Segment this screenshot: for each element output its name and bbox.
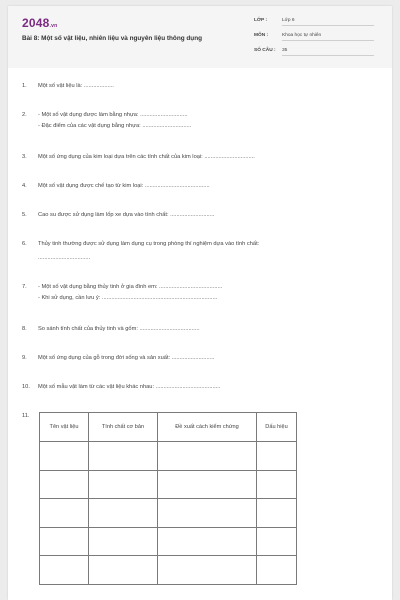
meta-count-label: SỐ CÂU : xyxy=(254,48,276,53)
column-header: Tính chất cơ bản xyxy=(89,413,158,442)
table-cell[interactable] xyxy=(40,499,89,528)
question-text: Cao su được sử dụng làm lốp xe dựa vào tính chất: ............................ xyxy=(38,212,215,218)
question-number: 3. xyxy=(22,154,27,160)
question-number: 8. xyxy=(22,326,27,332)
table-row xyxy=(40,470,297,499)
table-cell[interactable] xyxy=(89,470,158,499)
question-text: Một số ứng dụng của kim loại dựa trên các tính chất của kim loại: ................................ xyxy=(38,154,255,160)
table-cell[interactable] xyxy=(257,499,297,528)
table-cell[interactable] xyxy=(40,527,89,556)
logo-text: 2048 xyxy=(22,16,50,30)
table-cell[interactable] xyxy=(40,442,89,471)
question-text: - Khi sử dụng, cần lưu ý: ......................................................................... xyxy=(38,295,218,301)
question-text: Một số vật liệu là: ................... xyxy=(38,83,114,89)
table-row xyxy=(40,499,297,528)
question-text: Một số vật dụng được chế tạo từ kim loại: ......................................... xyxy=(38,183,210,189)
question-text: Một số ứng dụng của gỗ trong đời sống và sản xuất: ........................... xyxy=(38,355,215,361)
worksheet-page xyxy=(8,6,392,600)
column-header: Dấu hiệu xyxy=(257,413,297,442)
meta-subject xyxy=(254,33,374,41)
question-number: 6. xyxy=(22,241,27,247)
column-header: Tên vật liệu xyxy=(40,413,89,442)
meta-class-value: Lớp 6 xyxy=(282,18,374,26)
meta-subject-label: MÔN : xyxy=(254,33,269,38)
meta-class xyxy=(254,18,374,26)
table-cell[interactable] xyxy=(257,470,297,499)
question-text: - Đặc điểm của các vật dụng bằng nhựa: ............................... xyxy=(38,123,192,129)
table-cell[interactable] xyxy=(257,442,297,471)
logo-domain: .vn xyxy=(49,23,58,29)
worksheet-header xyxy=(8,6,392,68)
question-text: Một số mẫu vật làm từ các vật liệu khác nhau: ......................................... xyxy=(38,384,221,390)
table-header-row xyxy=(40,413,297,442)
question-number: 1. xyxy=(22,83,27,89)
question-number: 11. xyxy=(22,413,30,419)
materials-table xyxy=(39,412,297,585)
table-cell[interactable] xyxy=(257,556,297,585)
question-number: 10. xyxy=(22,384,30,390)
table-row xyxy=(40,442,297,471)
table-cell[interactable] xyxy=(40,470,89,499)
worksheet-title: Bài 8: Một số vật liệu, nhiên liệu và nguyên liệu thông dụng xyxy=(22,35,203,42)
table-cell[interactable] xyxy=(89,442,158,471)
question-text: - Một số vật dụng được làm bằng nhựa: .............................. xyxy=(38,112,188,118)
table-cell[interactable] xyxy=(89,527,158,556)
question-text: ................................. xyxy=(38,255,91,261)
table-cell[interactable] xyxy=(257,527,297,556)
table-cell[interactable] xyxy=(89,499,158,528)
meta-count-value: 35 xyxy=(282,48,374,56)
question-text: Thủy tinh thường được sử dụng làm dụng cụ trong phòng thí nghiệm dựa vào tính chất: xyxy=(38,241,260,247)
question-text: So sánh tính chất của thủy tinh và gốm: ...................................... xyxy=(38,326,200,332)
table-cell[interactable] xyxy=(40,556,89,585)
question-number: 9. xyxy=(22,355,27,361)
meta-count xyxy=(254,48,374,56)
site-logo[interactable] xyxy=(22,16,57,30)
question-number: 2. xyxy=(22,112,27,118)
table-cell[interactable] xyxy=(158,556,257,585)
table-row xyxy=(40,527,297,556)
table-cell[interactable] xyxy=(158,527,257,556)
table-row xyxy=(40,556,297,585)
question-number: 5. xyxy=(22,212,27,218)
meta-subject-value: Khoa học tự nhiên xyxy=(282,33,374,41)
meta-class-label: LỚP : xyxy=(254,18,268,23)
column-header: Đề xuất cách kiểm chứng xyxy=(158,413,257,442)
table-cell[interactable] xyxy=(158,499,257,528)
question-number: 4. xyxy=(22,183,27,189)
question-text: - Một số vật dụng bằng thủy tinh ở gia đình em: ........................................ xyxy=(38,284,223,290)
table-cell[interactable] xyxy=(158,470,257,499)
table-cell[interactable] xyxy=(158,442,257,471)
table-cell[interactable] xyxy=(89,556,158,585)
question-number: 7. xyxy=(22,284,27,290)
